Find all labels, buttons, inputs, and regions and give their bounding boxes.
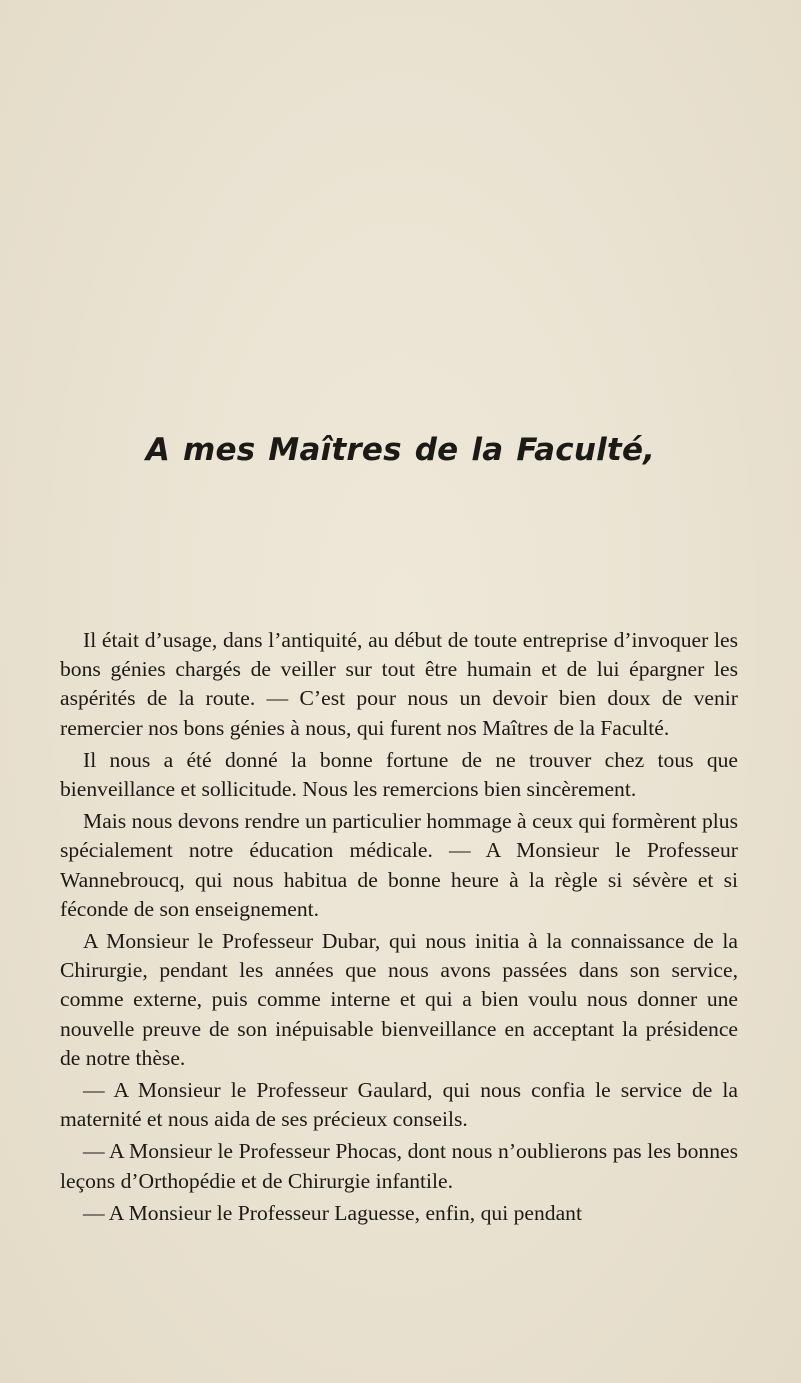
paragraph-5: — A Monsieur le Professeur Gaulard, qui nous confia le service de la maternité et nous aida de ses précieux conseils.: [60, 1078, 738, 1132]
dedication-body: [60, 626, 738, 1228]
paragraph-2: Il nous a été donné la bonne fortune de ne trouver chez tous que bienveillance et sollicitude. Nous les remercions bien sincèrement.: [60, 747, 738, 802]
paragraph-4: A Monsieur le Professeur Dubar, qui nous initia à la connaissance de la Chirurgie, pendant les années que nous avons passées dans son service, comme externe, puis comme interne et qui a bien voulu nous donner une nouvelle preuve de son inépuisable bienveillance en acceptant la présidence de notre thèse.: [60, 929, 738, 1070]
dedication-heading: A mes Maîtres de la Faculté,: [145, 432, 656, 468]
paragraph-7: — A Monsieur le Professeur Laguesse, enfin, qui pendant: [83, 1200, 582, 1225]
paragraph-1: Il était d’usage, dans l’antiquité, au début de toute entreprise d’invoquer les bons génies chargés de veiller sur tout être humain et de lui épargner les aspérités de la route. — C’est pour nous un devoir bien doux de venir remercier nos bons génies à nous, qui furent nos Maîtres de la Faculté.: [60, 628, 738, 740]
paragraph-3: Mais nous devons rendre un particulier hommage à ceux qui formèrent plus spécialement notre éducation médicale. — A Monsieur le Professeur Wannebroucq, qui nous habitua de bonne heure à la règle si sévère et si féconde de son enseignement.: [60, 809, 738, 921]
paragraph-6: — A Monsieur le Professeur Phocas, dont nous n’oublierons pas les bonnes leçons d’Orthopédie et de Chirurgie infantile.: [60, 1139, 738, 1193]
